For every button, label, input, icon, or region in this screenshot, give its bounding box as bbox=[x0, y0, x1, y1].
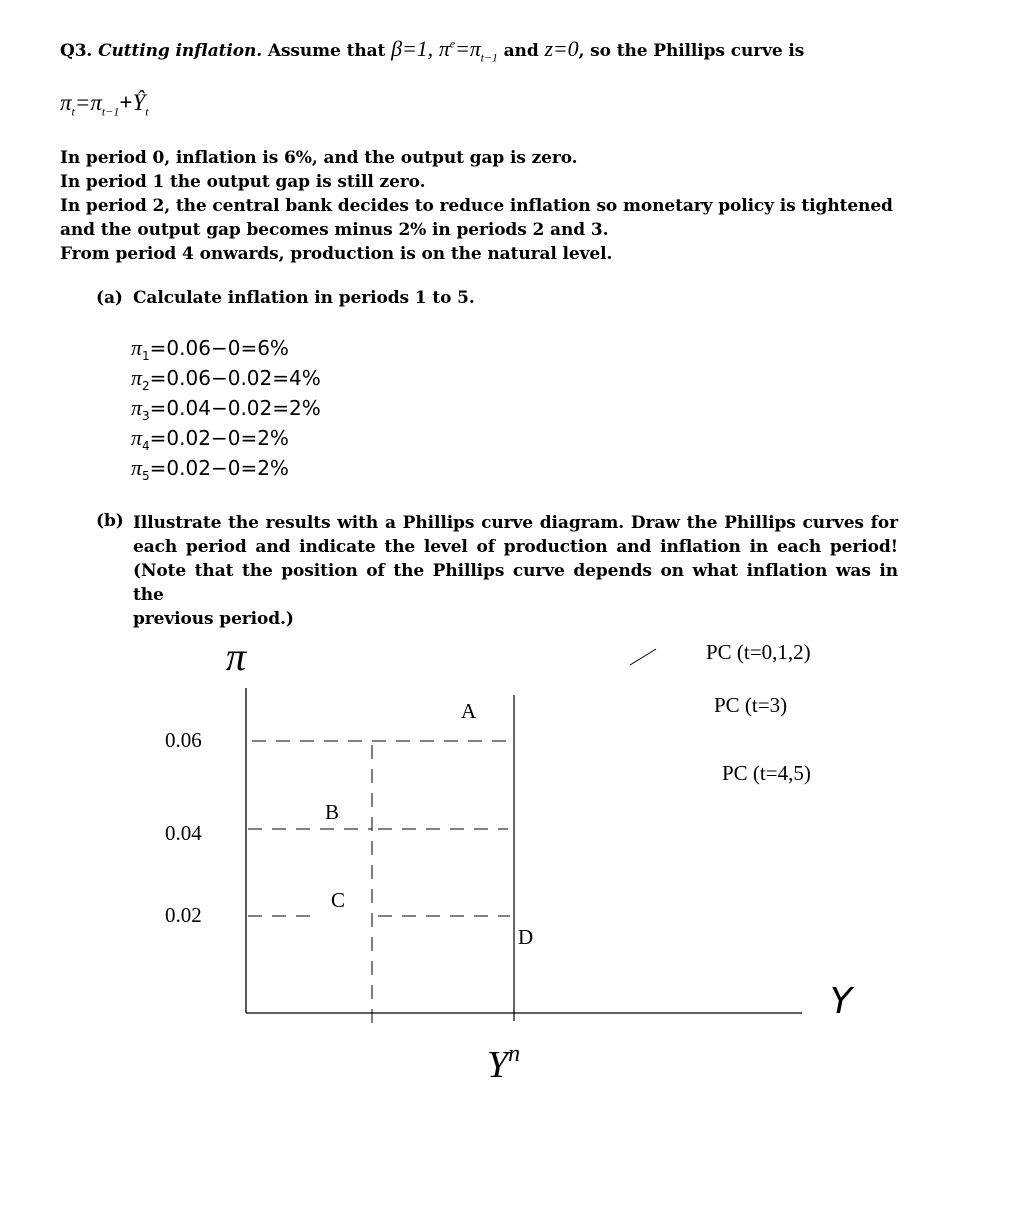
beta-equation: β=1, bbox=[391, 36, 434, 61]
legend-pc-t3: PC (t=3) bbox=[714, 693, 788, 717]
intro-tail: , so the Phillips curve is bbox=[578, 41, 805, 61]
legend-pc-t45: PC (t=4,5) bbox=[722, 761, 811, 785]
point-label-D: D bbox=[518, 925, 534, 949]
legend-pc-t012: PC (t=0,1,2) bbox=[706, 640, 811, 664]
intro-assume: Assume that bbox=[267, 41, 386, 61]
z-equation: z=0 bbox=[544, 36, 579, 61]
part-b-line: (Note that the position of the Phillips curve depends on what inflation was in the bbox=[133, 561, 898, 605]
tick-label-0.04: 0.04 bbox=[165, 821, 202, 845]
solution-line: $\pi_1=0.06-0=6\%$ bbox=[131, 335, 289, 363]
part-b-label: (b) bbox=[96, 511, 124, 531]
part-a-text: Calculate inflation in periods 1 to 5. bbox=[133, 288, 475, 308]
solution-line: $\pi_4=0.02-0=2\%$ bbox=[131, 425, 289, 453]
part-b-line: previous period.) bbox=[133, 609, 294, 629]
point-label-A: A bbox=[461, 699, 477, 723]
paragraph-line: In period 2, the central bank decides to reduce inflation so monetary policy is tightened bbox=[60, 196, 893, 216]
paragraph-line: From period 4 onwards, production is on the natural level. bbox=[60, 244, 613, 264]
tick-label-0.02: 0.02 bbox=[165, 903, 202, 927]
question-number: Q3. bbox=[60, 41, 93, 61]
paragraph-line: In period 0, inflation is 6%, and the output gap is zero. bbox=[60, 148, 578, 168]
phillips-equation: $\pi_t=\pi_{t-1}+Ŷ_t$ bbox=[60, 90, 149, 119]
solution-line: $\pi_3=0.04-0.02=2\%$ bbox=[131, 395, 321, 423]
solution-line: $\pi_5=0.02-0=2\%$ bbox=[131, 455, 289, 483]
y-axis-symbol: Y bbox=[830, 981, 852, 1022]
pi-axis-symbol: π bbox=[226, 634, 247, 679]
solution-line: $\pi_2=0.06-0.02=4\%$ bbox=[131, 365, 321, 393]
point-label-C: C bbox=[331, 888, 346, 912]
part-b-line: Illustrate the results with a Phillips curve diagram. Draw the Phillips curves for bbox=[133, 513, 898, 533]
part-a-label: (a) bbox=[96, 288, 123, 308]
paragraph-line: In period 1 the output gap is still zero. bbox=[60, 172, 426, 192]
yn-label: $Y^n$ bbox=[487, 1041, 521, 1086]
legend-line-sample bbox=[630, 649, 656, 665]
intro-and: and bbox=[503, 41, 539, 61]
question-title: Cutting inflation. bbox=[98, 41, 263, 61]
expectation-equation: $\pi^e=\pi_{t-1}$ bbox=[438, 36, 498, 65]
paragraph-line: and the output gap becomes minus 2% in periods 2 and 3. bbox=[60, 220, 609, 240]
part-b-line: each period and indicate the level of production and inflation in each period! bbox=[133, 537, 898, 557]
tick-label-0.06: 0.06 bbox=[165, 728, 202, 752]
point-label-B: B bbox=[325, 800, 340, 824]
